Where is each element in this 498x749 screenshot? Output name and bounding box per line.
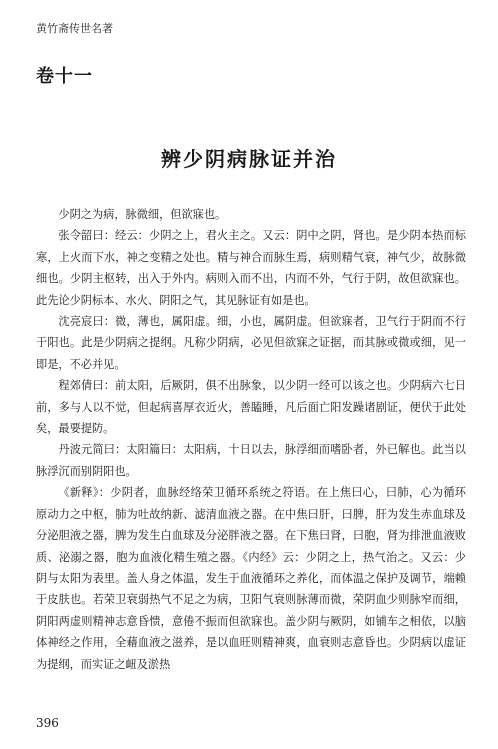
running-header: 黄竹斋传世名著 (36, 22, 113, 35)
section-title: 辨少阴病脉证并治 (161, 147, 337, 171)
paragraph: 沈亮宸曰：微，薄也，属阳虚。细，小也，属阴虚。但欲寐者，卫气行于阴而不行于阳也。此是少阴病之提纲。凡称少阴病，必见但欲寐之证据，而其脉或微或细，见一即是，不必并见。 (36, 315, 466, 371)
paragraph: 张令韶曰：经云：少阴之上，君火主之。又云：阴中之阴，肾也。是少阴本热而标寒，上火而下水，神之变精之处也。精与神合而脉生焉，病则精气衰，神气少，故脉微细也。少阴主枢转，出入于外内。病则入而不出，内而不外，气行于阴，故但欲寐也。此先论少阴标本、水火、阴阳之气，其见脉证有如是也。 (36, 229, 466, 307)
volume-label: 卷十一 (36, 66, 93, 87)
paragraph: 少阴之为病，脉微细，但欲寐也。 (58, 208, 227, 221)
paragraph: 程郊倩曰：前太阳，后厥阴，俱不出脉象，以少阴一经可以该之也。少阴病六七日前，多与人以不觉，但起病喜厚衣近火，善瞌睡，凡后面亡阳发躁诸剧证，便伏于此处矣，最要提防。 (36, 379, 466, 436)
paragraph: 《新释》：少阴者，血脉经络荣卫循环系统之符语。在上焦曰心，曰肺，心为循环原动力之中枢，肺为吐故纳新、滤清血液之器。在中焦曰肝，曰脾，肝为发生赤血球及分泌胆液之器，脾为发生白血球及分泌胖液之器。在下焦曰肾，曰胞，肾为排泄血液败质、泌溺之器，胞为血液化精生殖之器。《内经》云：少阴之上，热气治之。又云：少阴与太阳为表里。盖人身之体温，发生于血液循环之养化，而体温之保护及调节，端赖于皮肤也。若荣卫衰弱热气不足之为病，卫阳气衰则脉薄而微，荣阴血少则脉窄而细，阴阳两虚则精神志意昏愦，意倦不振而但欲寐也。盖少阴与厥阴，如铺车之相依，以脑体神经之作用，全藉血液之滋养，是以血旺则精神爽，血衰则志意昏也。少阴病以虚证为提纲，而实证之衄及淤热 (36, 486, 466, 671)
body-text (36, 204, 466, 675)
page-number: 396 (36, 716, 59, 730)
paragraph: 丹波元简曰：太阳篇曰：太阳病，十日以去，脉浮细而嗜卧者，外已解也。此当以脉浮沉而别阴阳也。 (36, 443, 466, 478)
